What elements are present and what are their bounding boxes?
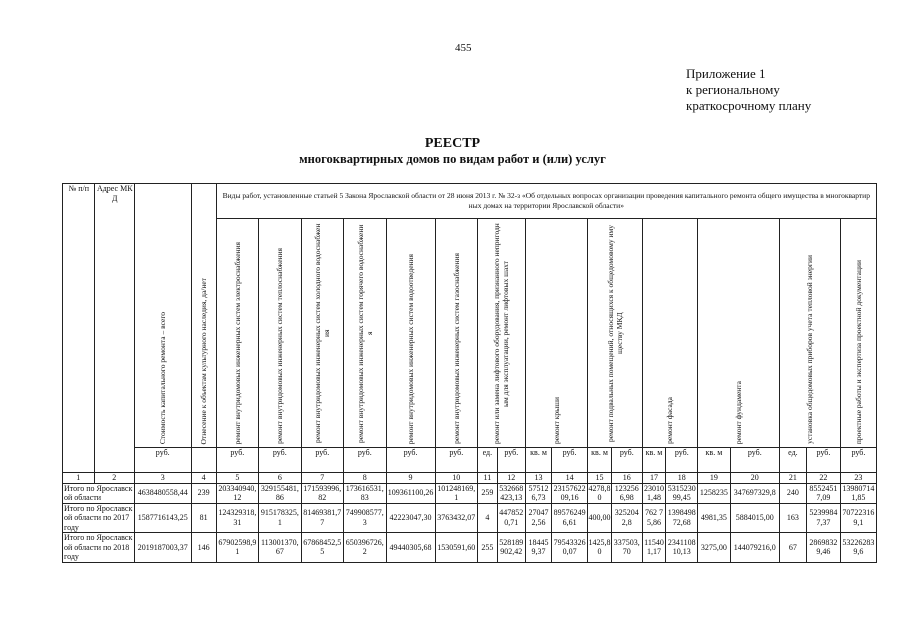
column-number-cell: 7 — [301, 472, 343, 483]
table-cell: 3275,00 — [698, 533, 731, 563]
table-cell: 234110810,13 — [666, 533, 698, 563]
header-work: ремонт внутридомовых инженерных систем газоснабжения — [435, 219, 477, 448]
column-number-cell: 13 — [525, 472, 551, 483]
table-cell: 52399847,37 — [807, 503, 841, 533]
header-work: ремонт подвальных помещений, относящихся к общедомовому имуществу МКД — [588, 219, 642, 448]
unit-cell — [191, 447, 216, 472]
column-number-cell: 10 — [435, 472, 477, 483]
column-number-cell: 1 — [63, 472, 95, 483]
table-cell: 1258235 — [698, 483, 731, 503]
table-cell: 230101,48 — [644, 483, 664, 502]
header-cost: Стоимость капитального ремонта – всего — [134, 184, 191, 448]
table-row — [63, 483, 877, 503]
unit-cell: кв. м — [588, 447, 612, 472]
unit-cell: руб. — [730, 447, 779, 472]
table-cell: 67868452,55 — [301, 533, 343, 563]
column-number-cell: 14 — [552, 472, 588, 483]
column-number-cell: 3 — [134, 472, 191, 483]
table-cell: 4478520,71 — [497, 503, 525, 533]
table-cell: 4 — [478, 503, 498, 533]
table-cell: 184459,37 — [525, 533, 551, 563]
table-cell: 1425,80 — [588, 533, 612, 563]
column-number-cell: 12 — [497, 472, 525, 483]
column-number-row — [63, 472, 877, 483]
table-cell: 203340940,12 — [216, 483, 258, 503]
table-cell: 85524517,09 — [807, 483, 841, 503]
table-cell: 28698329,46 — [807, 533, 841, 563]
table-cell: 163 — [779, 503, 806, 533]
table-cell: 400,00 — [588, 503, 612, 533]
column-number-cell: 20 — [730, 472, 779, 483]
table-cell: 531523099,45 — [667, 483, 696, 502]
column-number-cell: 21 — [779, 472, 806, 483]
header-work: ремонт крыши — [525, 219, 587, 448]
column-number-cell: 19 — [698, 472, 731, 483]
header-no: № п/п — [63, 184, 95, 473]
header-work: ремонт внутридомовых инженерных систем водоотведения — [386, 219, 435, 448]
table-cell: 749908577,3 — [344, 503, 386, 533]
page-number: 455 — [455, 42, 472, 54]
column-number-cell: 6 — [259, 472, 301, 483]
unit-cell: руб. — [552, 447, 588, 472]
table-cell: 4981,35 — [698, 503, 731, 533]
column-number-cell: 18 — [666, 472, 698, 483]
table-cell: 915178325,1 — [259, 503, 301, 533]
column-number-cell: 16 — [612, 472, 643, 483]
row-label: Итого по Ярославской области по 2018 году — [63, 533, 135, 563]
table-cell: 795433260,07 — [552, 533, 588, 563]
table-cell: 575126,73 — [525, 483, 551, 503]
table-cell: 115401,17 — [642, 533, 666, 563]
header-address: Адрес МКД — [94, 184, 134, 473]
row-label: Итого по Ярославской области — [63, 483, 135, 503]
table-cell: 42223047,30 — [386, 503, 435, 533]
header-work: ремонт внутридомовых инженерных систем теплоснабжения — [259, 219, 301, 448]
table-cell: 139807141,85 — [840, 483, 876, 503]
table-cell: 2019187003,37 — [134, 533, 191, 563]
header-heritage: Отнесение к объектам культурного наследия, да/нет — [191, 184, 216, 448]
table-cell: 707223169,1 — [840, 503, 876, 533]
table-cell: 173616531,83 — [344, 483, 386, 503]
table-cell: 67 — [779, 533, 806, 563]
unit-cell: руб. — [344, 447, 386, 472]
table-cell: 81 — [191, 503, 216, 533]
column-number-cell: 11 — [478, 472, 498, 483]
table-cell: 762 75,86 — [642, 503, 666, 533]
header-work: проектные работы и экспертиза проектной документации — [840, 219, 876, 448]
table-cell: 270472,56 — [525, 503, 551, 533]
table-row — [63, 533, 877, 563]
unit-cell: руб. — [807, 447, 841, 472]
row-label: Итого по Ярославской области по 2017 году — [63, 503, 135, 533]
table-cell: 650396726,2 — [344, 533, 386, 563]
appendix-line: к региональному — [686, 82, 780, 97]
unit-cell: ед. — [478, 447, 498, 472]
unit-cell: кв. м — [525, 447, 551, 472]
registry-table — [62, 183, 877, 563]
unit-cell: руб. — [386, 447, 435, 472]
unit-cell: руб. — [301, 447, 343, 472]
table-cell: 67902598,91 — [216, 533, 258, 563]
table-cell: 101248169,1 — [435, 483, 477, 503]
header-work: ремонт внутридомовых инженерных систем горячего водоснабжения — [344, 219, 386, 448]
unit-cell: руб. — [134, 447, 191, 472]
header-work: установка общедомовых приборов учета тепловой энергии — [779, 219, 840, 448]
table-cell: 528189902,42 — [497, 533, 525, 563]
table-cell: 144079216,0 — [730, 533, 779, 563]
document-subtitle: многоквартирных домов по видам работ и (или) услуг — [299, 152, 606, 166]
table-cell: 239 — [191, 483, 216, 503]
header-work: ремонт фасада — [642, 219, 698, 448]
unit-cell: руб. — [497, 447, 525, 472]
table-cell: 2315762209,16 — [553, 483, 586, 502]
table-cell: 895762496,61 — [552, 503, 588, 533]
table-cell: 1232566,98 — [612, 483, 643, 503]
table-cell: 532262839,6 — [840, 533, 876, 563]
table-cell: 3252042,8 — [612, 503, 643, 533]
table-cell: 259 — [478, 483, 498, 503]
table-cell: 4278,80 — [588, 483, 611, 502]
appendix-line: Приложение 1 — [686, 66, 766, 81]
column-number-cell: 5 — [216, 472, 258, 483]
column-number-cell: 9 — [386, 472, 435, 483]
table-cell: 532668423,13 — [497, 483, 525, 503]
column-number-cell: 4 — [191, 472, 216, 483]
column-number-cell: 22 — [807, 472, 841, 483]
table-cell: 81469381,77 — [301, 503, 343, 533]
table-cell: 1587716143,25 — [134, 503, 191, 533]
table-cell: 139849872,68 — [666, 503, 698, 533]
unit-cell: ед. — [779, 447, 806, 472]
unit-cell: руб. — [666, 447, 698, 472]
table-cell: 4638480558,44 — [134, 483, 191, 503]
header-work-types: Виды работ, установленные статьей 5 Закона Ярославской области от 28 июня 2013 г. № 32-з «Об отдельных вопросах организации проведения капитального ремонта общего имущества в многоквартирных домах на территории Ярославской области» — [216, 184, 876, 219]
column-number-cell: 23 — [840, 472, 876, 483]
table-cell: 337503,70 — [612, 533, 643, 563]
table-cell: 113001370,67 — [259, 533, 301, 563]
table-cell: 49440305,68 — [386, 533, 435, 563]
header-work: ремонт внутридомовых инженерных систем электроснабжения — [216, 219, 258, 448]
table-cell: 146 — [191, 533, 216, 563]
header-work: ремонт или замена лифтового оборудования, признанного непригодным для эксплуатации, ремонт лифтовых шахт — [478, 219, 526, 448]
unit-cell: кв. м — [698, 447, 731, 472]
unit-cell: руб. — [612, 447, 643, 472]
unit-cell: руб. — [435, 447, 477, 472]
unit-cell: руб. — [840, 447, 876, 472]
table-cell: 5884015,00 — [730, 503, 779, 533]
table-cell: 240 — [779, 483, 806, 503]
column-number-cell: 8 — [344, 472, 386, 483]
unit-cell: руб. — [216, 447, 258, 472]
table-cell: 109361100,26 — [386, 483, 435, 503]
table-cell: 124329318,31 — [216, 503, 258, 533]
document-title: РЕЕСТР — [424, 136, 481, 151]
table-cell: 329155481,86 — [259, 483, 301, 503]
unit-cell: руб. — [259, 447, 301, 472]
table-cell: 347697329,8 — [730, 483, 779, 503]
column-number-cell: 15 — [588, 472, 612, 483]
header-work: ремонт внутридомовых инженерных систем холодного водоснабжения — [301, 219, 343, 448]
data-rows — [63, 483, 877, 562]
header-work: ремонт фундамента — [698, 219, 780, 448]
appendix-note — [686, 66, 811, 114]
appendix-line: краткосрочному плану — [686, 98, 812, 113]
table-cell: 1530591,60 — [435, 533, 477, 563]
table-cell: 171593996,82 — [301, 483, 343, 503]
unit-cell: кв. м — [642, 447, 666, 472]
column-number-cell: 2 — [94, 472, 134, 483]
table-row — [63, 503, 877, 533]
table-cell: 3763432,07 — [435, 503, 477, 533]
table-cell: 255 — [478, 533, 498, 563]
column-number-cell: 17 — [642, 472, 666, 483]
